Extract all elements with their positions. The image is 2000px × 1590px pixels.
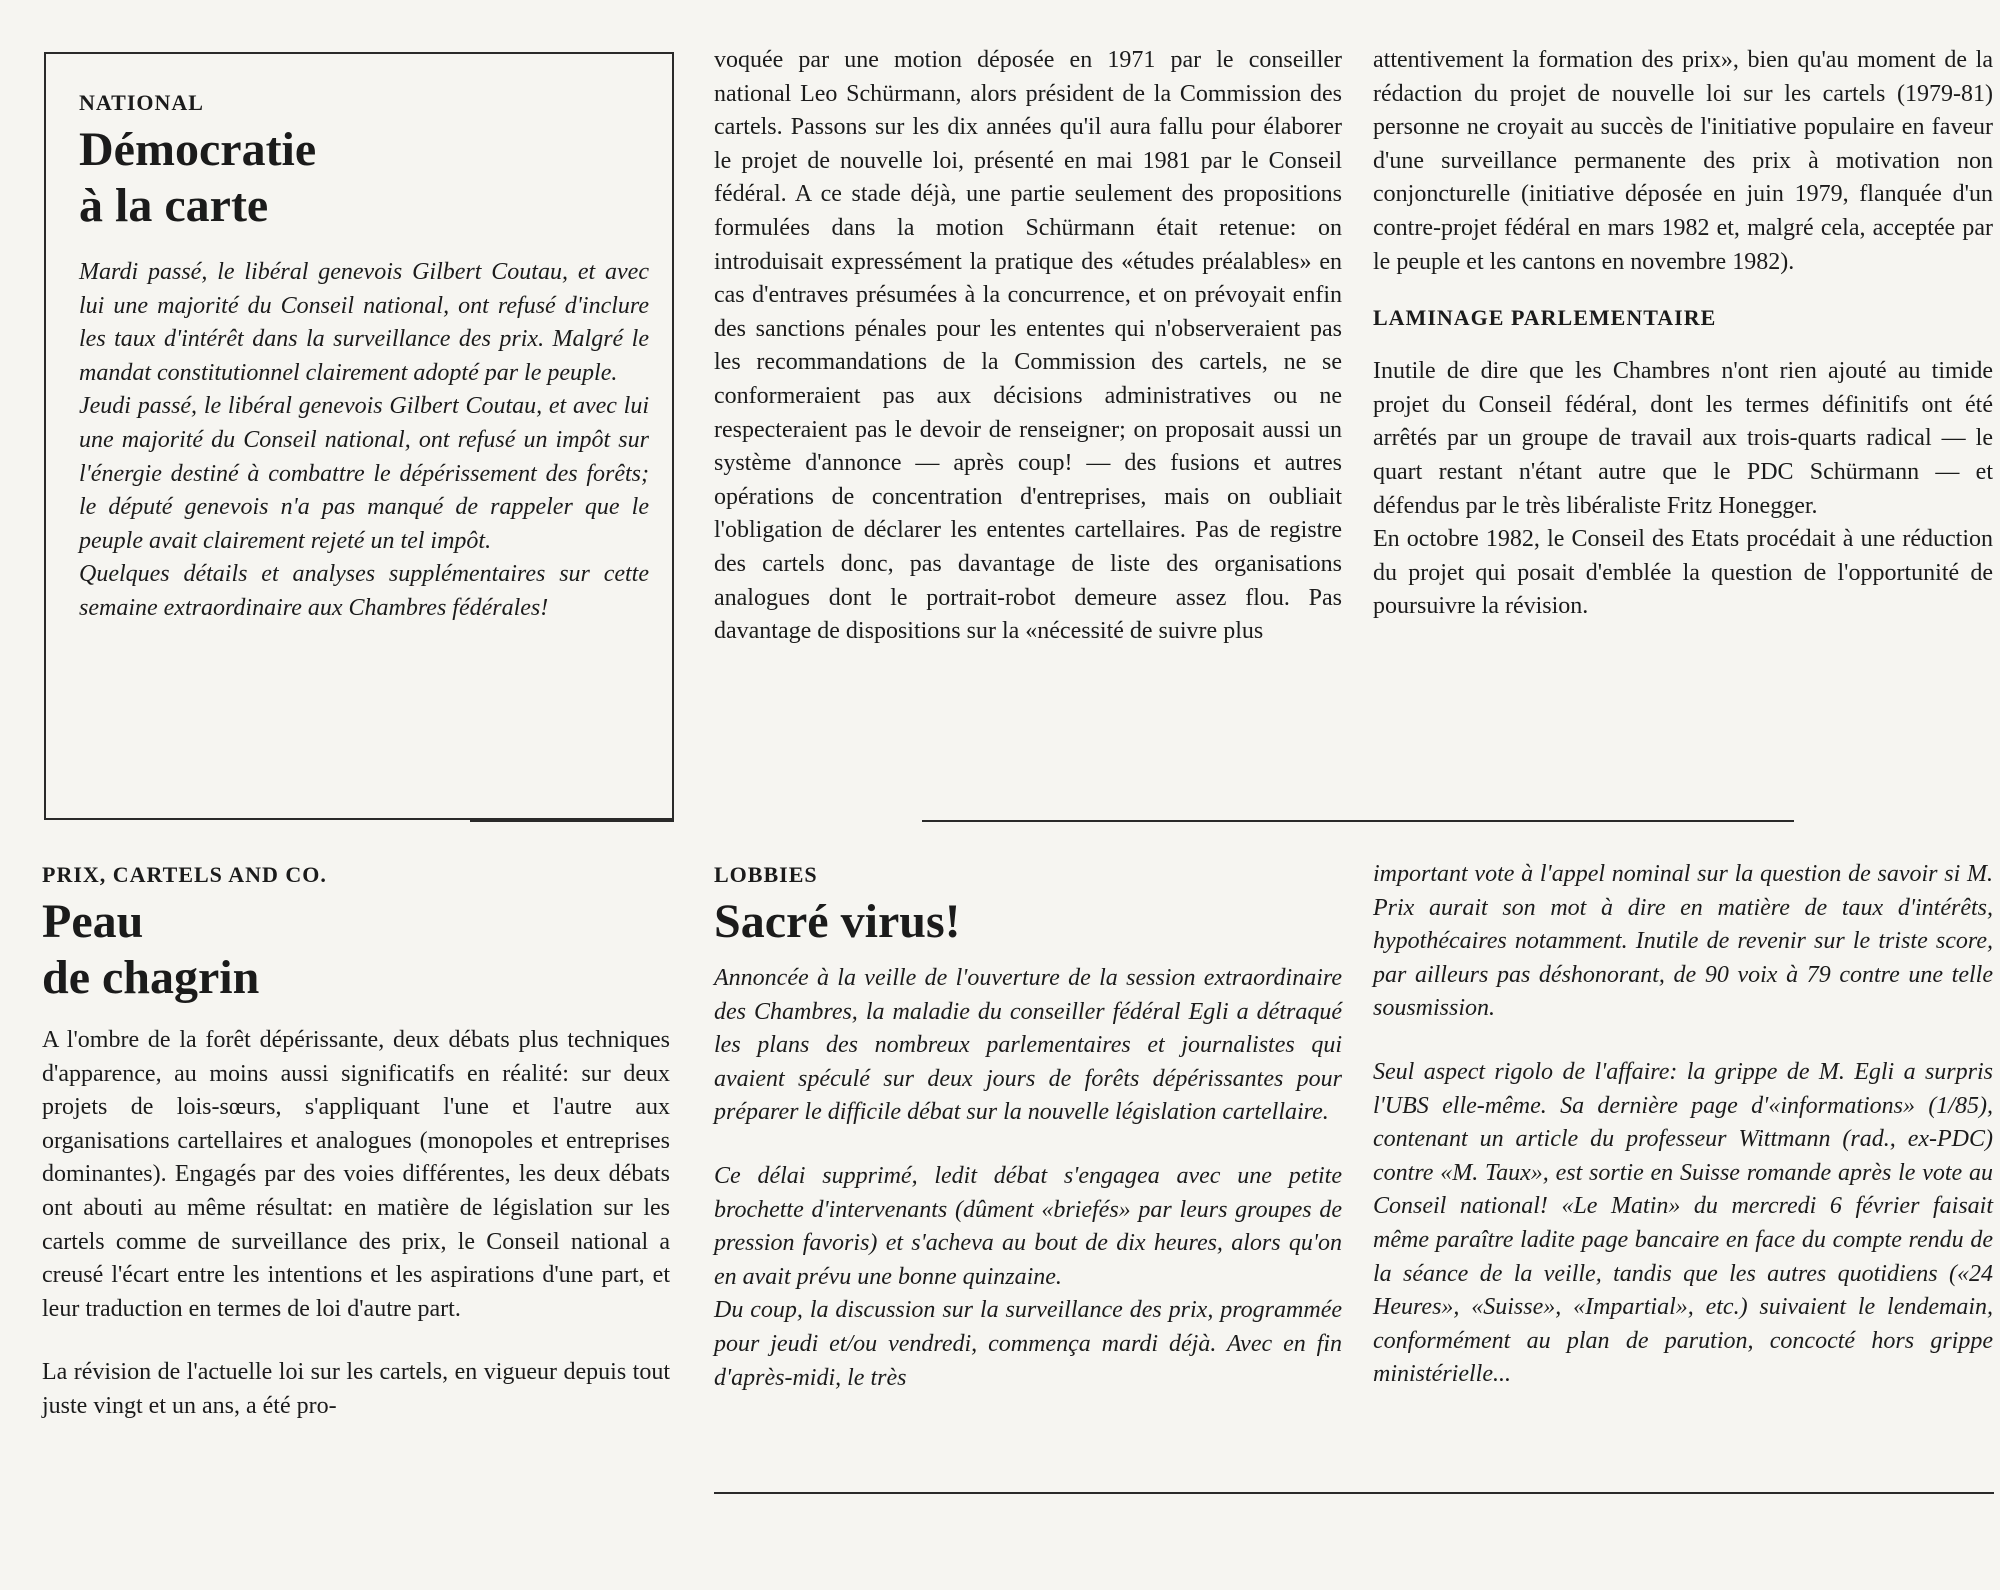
article-text: Inutile de dire que les Chambres n'ont rien ajouté au timide projet du Conseil fédéral, dont les termes définitifs ont été arrêtés par un groupe de travail aux trois-quarts radical — le quart restant n'étant autre que le PDC Schürmann — et défendus par le très libéraliste Fritz Honegger. xyxy=(1373,358,1993,519)
intro-kicker: NATIONAL xyxy=(79,90,204,115)
article-text: voquée par une motion déposée en 1971 par le conseiller national Leo Schürmann, alors président de la Commission des cartels. Passons sur les dix années qu'il aura fallu pour élaborer le projet de nouvelle loi, présenté en mai 1981 par le Conseil fédéral. A ce stade déjà, une partie seulement des propositions formulées dans la motion Schürmann était retenue: on introduisait expressément la pratique des «études préalables» en cas d'entraves présumées à la concurrence, et on prévoyait enfin des sanctions pénales pour les ententes qui n'observeraient pas les recommandations de la Commission des cartels, ne se conformeraient pas aux décisions administratives ou ne respecteraient pas le devoir de renseigner; on proposait aussi un système d'annonce — après coup! — des fusions et autres opérations de concentration d'entreprises, mais on oubliait l'obligation de déclarer les ententes cartellaires. Pas de registre des cartels donc, pas davantage de liste des organisations analogues dont le portrait-robot demeure assez flou. Pas davantage de dispositions sur la «nécessité de suivre plus xyxy=(714,47,1342,645)
intro-paragraph: Quelques détails et analyses supplémentaires sur cette semaine extraordinaire aux Chambres fédérales! xyxy=(79,561,649,621)
article-text: Annoncée à la veille de l'ouverture de la session extraordinaire des Chambres, la maladie du conseiller fédéral Egli a détraqué les plans des nombreux parlementaires et journalistes qui avaient spéculé sur deux jours de forêts dépérissantes pour préparer le difficile débat sur la nouvelle législation cartellaire. xyxy=(714,965,1342,1126)
article-kicker: PRIX, CARTELS AND CO. xyxy=(42,862,327,887)
divider-rule xyxy=(470,820,674,822)
article-text: En octobre 1982, le Conseil des Etats procédait à une réduction du projet qui posait d'emblée la question de l'opportunité de poursuivre la révision. xyxy=(1373,526,1993,620)
article-text: attentivement la formation des prix», bien qu'au moment de la rédaction du projet de nouvelle loi sur les cartels (1979-81) personne ne croyait au succès de l'initiative populaire en faveur d'une surveillance permanente des prix à motivation non conjoncturelle (initiative déposée en juin 1979, flanquée d'un contre-projet fédéral en mars 1982 et, malgré cela, acceptée par le peuple et les cantons en novembre 1982). xyxy=(1373,47,1993,275)
article-text: Seul aspect rigolo de l'affaire: la grippe de M. Egli a surpris l'UBS elle-même. Sa dernière page d'«informations» (1/85), contenant un article du professeur Wittmann (rad., ex-PDC) contre «M. Taux», est sortie en Suisse romande après le vote au Conseil national! «Le Matin» du mercredi 6 février faisait même paraître ladite page bancaire en face du compte rendu de la séance de la veille, tandis que les autres quotidiens («24 Heures», «Suisse», «Impartial», etc.) suivaient le lendemain, conformément au plan de parution, concocté hors grippe ministérielle... xyxy=(1373,1058,1993,1388)
intro-box xyxy=(44,52,674,820)
intro-title-line1: Démocratie xyxy=(79,123,317,176)
article-kicker: LOBBIES xyxy=(714,862,818,887)
middle-bottom-column xyxy=(714,862,1342,1395)
intro-paragraph: Jeudi passé, le libéral genevois Gilbert Coutau, et avec lui une majorité du Conseil national, ont refusé un impôt sur l'énergie destiné à combattre le dépérissement des forêts; le député genevois n'a pas manqué de rappeler que le peuple avait clairement rejeté un tel impôt. xyxy=(79,393,649,554)
intro-title-line2: à la carte xyxy=(79,179,269,232)
article-text: La révision de l'actuelle loi sur les cartels, en vigueur depuis tout juste vingt et un ans, a été pro- xyxy=(42,1359,670,1419)
right-top-column xyxy=(1373,44,1993,624)
divider-rule xyxy=(922,820,1794,822)
article-text: Ce délai supprimé, ledit débat s'engagea avec une petite brochette d'intervenants (dûment «briefés» par leurs groupes de pression favoris) et s'acheva au bout de dix heures, alors qu'on en avait prévu une bonne quinzaine. xyxy=(714,1162,1342,1290)
article-text: important vote à l'appel nominal sur la question de savoir si M. Prix aurait son mot à dire en matière de taux d'intérêts, hypothécaires notamment. Inutile de revenir sur le triste score, par ailleurs pas déshonorant, de 90 voix à 79 contre une telle sousmission. xyxy=(1373,861,1993,1022)
left-bottom-column xyxy=(42,862,670,1424)
article-text: Du coup, la discussion sur la surveillance des prix, programmée pour jeudi et/ou vendredi, commença mardi déjà. Avec en fin d'après-midi, le très xyxy=(714,1297,1342,1391)
intro-paragraph: Mardi passé, le libéral genevois Gilbert Coutau, et avec lui une majorité du Conseil national, ont refusé d'inclure les taux d'intérêt dans la surveillance des prix. Malgré le mandat constitutionnel clairement adopté par le peuple. xyxy=(79,259,649,386)
bottom-rule xyxy=(714,1492,1994,1494)
article-text: A l'ombre de la forêt dépérissante, deux débats plus techniques d'apparence, au moins aussi significatifs en réalité: sur deux projets de lois-sœurs, s'appliquant l'une et l'autre aux organisations cartellaires et analogues (monopoles et entreprises dominantes). Engagés par des voies différentes, les deux débats ont abouti au même résultat: en matière de législation sur les cartels comme de surveillance des prix, le Conseil national a creusé l'écart entre les intentions et les aspirations d'une part, et leur traduction en termes de loi d'autre part. xyxy=(42,1027,670,1322)
article-title-line2: de chagrin xyxy=(42,951,260,1004)
right-bottom-column xyxy=(1373,858,1993,1392)
middle-top-column xyxy=(714,44,1342,649)
article-title: Sacré virus! xyxy=(714,895,961,948)
section-subhead: LAMINAGE PARLEMENTAIRE xyxy=(1373,305,1717,331)
article-title-line1: Peau xyxy=(42,895,144,948)
